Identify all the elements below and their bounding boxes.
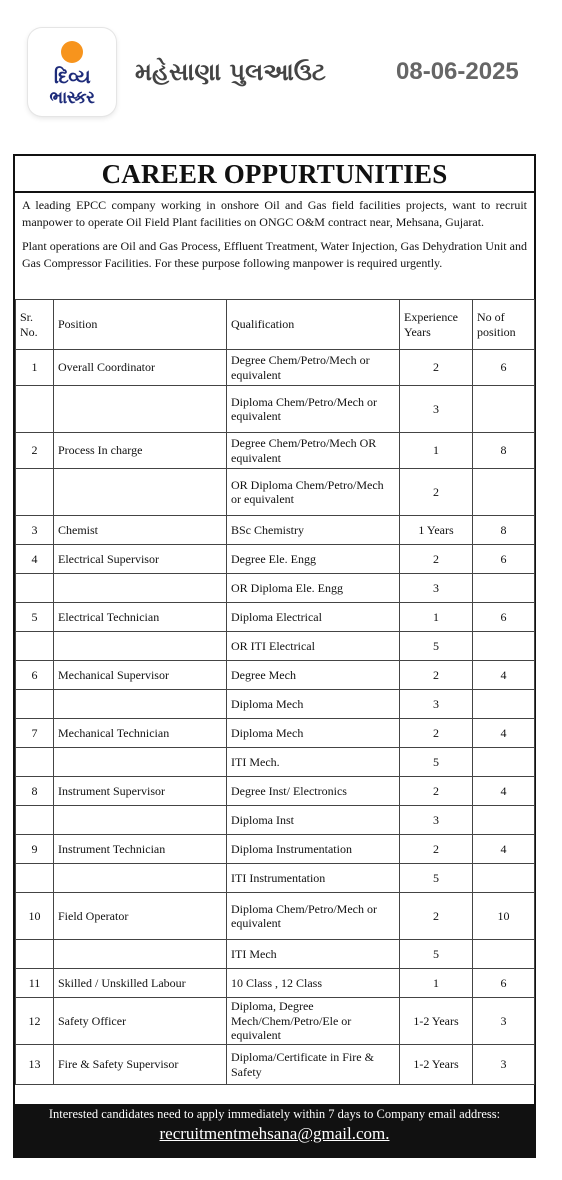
cell-qualification: Diploma Instrumentation <box>227 835 400 864</box>
cell-no-of-position: 4 <box>473 777 535 806</box>
cell-experience: 1 <box>400 603 473 632</box>
cell-qualification: Diploma, Degree Mech/Chem/Petro/Ele or equivalent <box>227 998 400 1045</box>
cell-sr: 1 <box>16 350 54 386</box>
cell-qualification: OR ITI Electrical <box>227 632 400 661</box>
cell-position <box>54 806 227 835</box>
intro-paragraph-1: A leading EPCC company working in onshore Oil and Gas field facilities projects, want to recruit manpower to operate Oil Field Plant facilities on ONGC O&M contract near, Mehsana, Gujarat. <box>22 198 527 229</box>
cell-experience: 3 <box>400 690 473 719</box>
cell-position: Overall Coordinator <box>54 350 227 386</box>
cell-position: Mechanical Supervisor <box>54 661 227 690</box>
cell-no-of-position <box>473 386 535 433</box>
cell-experience: 1 Years <box>400 516 473 545</box>
table-row <box>16 940 535 969</box>
apply-footer <box>15 1104 534 1156</box>
table-row <box>16 603 535 632</box>
vacancy-table <box>15 299 535 1085</box>
cell-qualification: Degree Chem/Petro/Mech OR equivalent <box>227 433 400 469</box>
cell-no-of-position <box>473 864 535 893</box>
table-row <box>16 719 535 748</box>
cell-position: Chemist <box>54 516 227 545</box>
cell-experience: 2 <box>400 350 473 386</box>
cell-experience: 2 <box>400 893 473 940</box>
cell-position <box>54 940 227 969</box>
cell-no-of-position <box>473 690 535 719</box>
logo-text-line1: દિવ્ય <box>53 66 91 88</box>
cell-experience: 2 <box>400 469 473 516</box>
cell-experience: 5 <box>400 748 473 777</box>
cell-position: Instrument Technician <box>54 835 227 864</box>
cell-sr: 9 <box>16 835 54 864</box>
cell-sr: 10 <box>16 893 54 940</box>
cell-sr: 4 <box>16 545 54 574</box>
cell-qualification: ITI Mech <box>227 940 400 969</box>
cell-experience: 3 <box>400 386 473 433</box>
cell-qualification: ITI Mech. <box>227 748 400 777</box>
cell-experience: 3 <box>400 806 473 835</box>
cell-qualification: BSc Chemistry <box>227 516 400 545</box>
cell-position <box>54 864 227 893</box>
cell-position <box>54 748 227 777</box>
cell-experience: 2 <box>400 777 473 806</box>
cell-sr: 7 <box>16 719 54 748</box>
cell-experience: 5 <box>400 864 473 893</box>
cell-position <box>54 386 227 433</box>
cell-position: Fire & Safety Supervisor <box>54 1045 227 1085</box>
cell-qualification: OR Diploma Ele. Engg <box>227 574 400 603</box>
cell-sr: 2 <box>16 433 54 469</box>
cell-no-of-position <box>473 469 535 516</box>
cell-sr <box>16 690 54 719</box>
table-row <box>16 386 535 433</box>
cell-no-of-position <box>473 748 535 777</box>
cell-position <box>54 690 227 719</box>
table-row <box>16 516 535 545</box>
cell-qualification: 10 Class , 12 Class <box>227 969 400 998</box>
cell-sr: 5 <box>16 603 54 632</box>
cell-experience: 1 <box>400 433 473 469</box>
col-header-experience: Experience Years <box>400 300 473 350</box>
table-row <box>16 835 535 864</box>
cell-qualification: Diploma Electrical <box>227 603 400 632</box>
cell-qualification: Diploma Mech <box>227 719 400 748</box>
cell-position: Process In charge <box>54 433 227 469</box>
cell-position: Safety Officer <box>54 998 227 1045</box>
table-header-row <box>16 300 535 350</box>
cell-sr <box>16 864 54 893</box>
cell-no-of-position: 6 <box>473 969 535 998</box>
table-row <box>16 969 535 998</box>
table-row <box>16 433 535 469</box>
cell-no-of-position: 3 <box>473 1045 535 1085</box>
cell-qualification: Degree Mech <box>227 661 400 690</box>
cell-sr <box>16 469 54 516</box>
cell-no-of-position: 4 <box>473 719 535 748</box>
cell-sr: 11 <box>16 969 54 998</box>
ad-title: CAREER OPPURTUNITIES <box>15 156 534 193</box>
cell-qualification: Degree Inst/ Electronics <box>227 777 400 806</box>
col-header-qualification: Qualification <box>227 300 400 350</box>
table-row <box>16 661 535 690</box>
table-row <box>16 690 535 719</box>
sun-icon <box>61 41 83 63</box>
edition-date: 08-06-2025 <box>396 58 519 85</box>
apply-instruction: Interested candidates need to apply immediately within 7 days to Company email address: <box>48 1107 501 1121</box>
cell-experience: 1-2 Years <box>400 1045 473 1085</box>
divya-bhaskar-logo[interactable] <box>28 28 116 116</box>
cell-experience: 2 <box>400 661 473 690</box>
cell-sr: 3 <box>16 516 54 545</box>
page-header <box>0 0 562 140</box>
cell-sr <box>16 806 54 835</box>
cell-experience: 5 <box>400 940 473 969</box>
table-row <box>16 893 535 940</box>
cell-no-of-position <box>473 940 535 969</box>
table-row <box>16 1045 535 1085</box>
cell-experience: 2 <box>400 545 473 574</box>
job-advertisement <box>13 154 536 1158</box>
cell-sr <box>16 632 54 661</box>
col-header-position: Position <box>54 300 227 350</box>
cell-sr: 12 <box>16 998 54 1045</box>
cell-qualification: OR Diploma Chem/Petro/Mech or equivalent <box>227 469 400 516</box>
table-row <box>16 748 535 777</box>
cell-position <box>54 574 227 603</box>
cell-position: Mechanical Technician <box>54 719 227 748</box>
table-row <box>16 777 535 806</box>
col-header-no-of-position: No of position <box>473 300 535 350</box>
table-row <box>16 806 535 835</box>
cell-qualification: Degree Ele. Engg <box>227 545 400 574</box>
cell-position <box>54 469 227 516</box>
cell-experience: 2 <box>400 835 473 864</box>
cell-no-of-position: 8 <box>473 433 535 469</box>
cell-no-of-position: 3 <box>473 998 535 1045</box>
table-row <box>16 350 535 386</box>
cell-no-of-position <box>473 574 535 603</box>
table-row <box>16 574 535 603</box>
table-row <box>16 545 535 574</box>
cell-no-of-position <box>473 806 535 835</box>
cell-no-of-position: 8 <box>473 516 535 545</box>
cell-qualification: ITI Instrumentation <box>227 864 400 893</box>
cell-qualification: Diploma/Certificate in Fire & Safety <box>227 1045 400 1085</box>
cell-no-of-position <box>473 632 535 661</box>
cell-no-of-position: 4 <box>473 835 535 864</box>
contact-email-link[interactable]: recruitmentmehsana@gmail.com. <box>159 1124 390 1143</box>
cell-qualification: Diploma Mech <box>227 690 400 719</box>
cell-no-of-position: 10 <box>473 893 535 940</box>
cell-sr <box>16 574 54 603</box>
cell-sr <box>16 940 54 969</box>
cell-no-of-position: 6 <box>473 350 535 386</box>
cell-position: Electrical Supervisor <box>54 545 227 574</box>
cell-qualification: Degree Chem/Petro/Mech or equivalent <box>227 350 400 386</box>
cell-experience: 3 <box>400 574 473 603</box>
edition-title: મહેસાણા પુલઆઉટ <box>135 58 326 86</box>
cell-position <box>54 632 227 661</box>
cell-experience: 1-2 Years <box>400 998 473 1045</box>
cell-sr: 6 <box>16 661 54 690</box>
intro-paragraph-2: Plant operations are Oil and Gas Process, Effluent Treatment, Water Injection, Gas Dehydration Unit and Gas Compressor Facilities. For these purpose following manpower is required urgently. <box>22 239 527 270</box>
cell-sr: 13 <box>16 1045 54 1085</box>
cell-qualification: Diploma Chem/Petro/Mech or equivalent <box>227 386 400 433</box>
cell-position: Electrical Technician <box>54 603 227 632</box>
table-row <box>16 998 535 1045</box>
cell-qualification: Diploma Chem/Petro/Mech or equivalent <box>227 893 400 940</box>
cell-position: Field Operator <box>54 893 227 940</box>
cell-no-of-position: 6 <box>473 603 535 632</box>
cell-position: Instrument Supervisor <box>54 777 227 806</box>
cell-no-of-position: 4 <box>473 661 535 690</box>
ad-intro <box>15 193 534 271</box>
table-row <box>16 864 535 893</box>
cell-experience: 2 <box>400 719 473 748</box>
cell-sr <box>16 386 54 433</box>
cell-sr: 8 <box>16 777 54 806</box>
cell-experience: 1 <box>400 969 473 998</box>
logo-text-line2: ભાસ્કર <box>49 88 95 108</box>
cell-position: Skilled / Unskilled Labour <box>54 969 227 998</box>
cell-sr <box>16 748 54 777</box>
table-row <box>16 632 535 661</box>
table-row <box>16 469 535 516</box>
col-header-sr: Sr. No. <box>16 300 54 350</box>
cell-qualification: Diploma Inst <box>227 806 400 835</box>
cell-no-of-position: 6 <box>473 545 535 574</box>
cell-experience: 5 <box>400 632 473 661</box>
